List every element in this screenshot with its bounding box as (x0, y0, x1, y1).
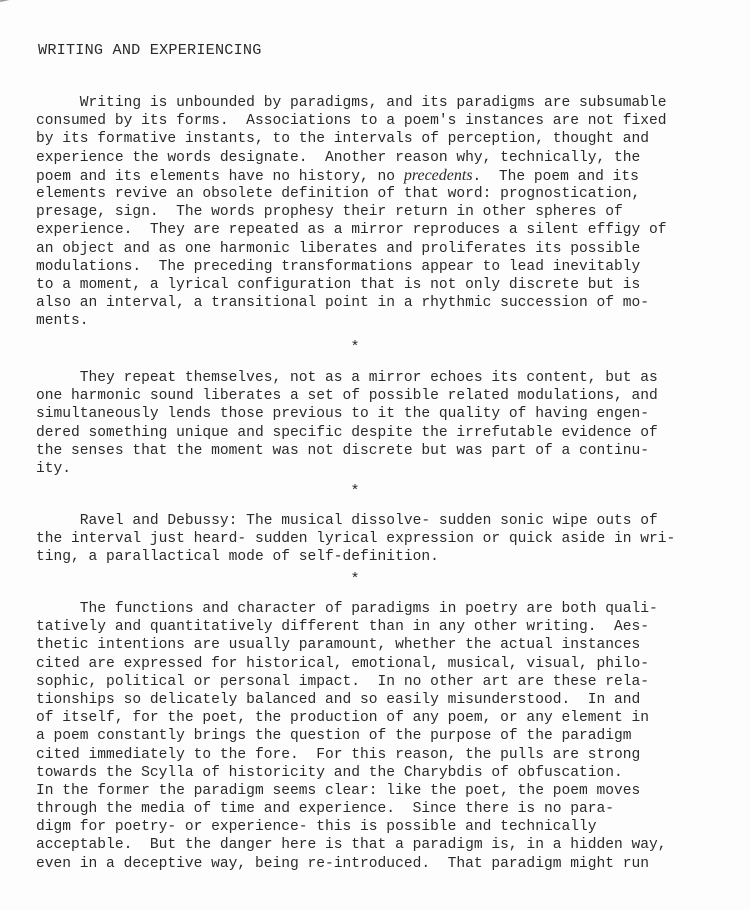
section-separator: * (350, 571, 360, 588)
text-line: a poem constantly brings the question of the purpose of the paradigm (36, 728, 632, 745)
text-line: towards the Scylla of historicity and the Charybdis of obfuscation. (36, 764, 623, 781)
text-line: experience. They are repeated as a mirror reproduces a silent effigy of (36, 222, 667, 239)
text-line: of itself, for the poet, the production of any poem, or any element in (36, 710, 650, 727)
text-line: ting, a parallactical mode of self-definition. (36, 549, 439, 566)
document-title: WRITING AND EXPERIENCING (38, 41, 262, 59)
text-line: cited are expressed for historical, emotional, musical, visual, philo- (36, 655, 650, 672)
text-line: experience the words designate. Another reason why, technically, the (36, 149, 641, 166)
paragraph-4 (36, 600, 696, 873)
text-line: also an interval, a transitional point in a rhythmic succession of mo- (36, 295, 650, 312)
text-segment: poem and its elements have no history, no (36, 168, 404, 185)
text-line: one harmonic sound liberates a set of possible related modulations, and (36, 388, 658, 405)
text-line: to a moment, a lyrical configuration that is not only discrete but is (36, 276, 641, 293)
text-line: through the media of time and experience. Since there is no para- (36, 801, 615, 818)
text-line: elements revive an obsolete definition of that word: prognostication, (36, 185, 641, 202)
text-line: Writing is unbounded by paradigms, and its paradigms are subsumable (36, 95, 667, 111)
text-line: the senses that the moment was not discrete but was part of a continu- (36, 442, 650, 459)
text-line: digm for poetry- or experience- this is possible and technically (36, 819, 597, 836)
text-line: by its formative instants, to the intervals of perception, thought and (36, 131, 650, 148)
page-corner-mark (0, 0, 28, 12)
text-line: an object and as one harmonic liberates and proliferates its possible (36, 240, 641, 257)
paragraph-1 (36, 94, 696, 330)
text-line: ments. (36, 313, 89, 330)
text-line: modulations. The preceding transformations appear to lead inevitably (36, 258, 641, 275)
italic-word: precedents (403, 166, 473, 184)
text-line: even in a deceptive way, being re-introduced. That paradigm might run (36, 855, 650, 872)
paragraph-3 (36, 512, 696, 567)
text-line: cited immediately to the fore. For this reason, the pulls are strong (36, 746, 641, 763)
text-line: They repeat themselves, not as a mirror echoes its content, but as (36, 370, 658, 386)
text-line: tionships so delicately balanced and so easily misunderstood. In and (36, 691, 641, 708)
paragraph-2 (36, 369, 696, 478)
text-segment: . The poem and its (472, 168, 639, 185)
text-line: thetic intentions are usually paramount, whether the actual instances (36, 637, 641, 654)
text-line: consumed by its forms. Associations to a poem's instances are not fixed (36, 113, 667, 130)
text-line: In the former the paradigm seems clear: like the poet, the poem moves (36, 782, 641, 799)
text-line-with-italic (36, 167, 696, 185)
text-line: tatively and quantitatively different than in any other writing. Aes- (36, 619, 650, 636)
text-line: ity. (36, 460, 72, 477)
text-line: presage, sign. The words prophesy their return in other spheres of (36, 204, 623, 221)
text-line: sophic, political or personal impact. In no other art are these rela- (36, 673, 650, 690)
text-line: The functions and character of paradigms in poetry are both quali- (36, 601, 658, 617)
text-line: simultaneously lends those previous to it the quality of having engen- (36, 406, 650, 423)
text-line: dered something unique and specific despite the irrefutable evidence of (36, 424, 658, 441)
text-line: the interval just heard- sudden lyrical expression or quick aside in wri- (36, 531, 676, 548)
text-line: Ravel and Debussy: The musical dissolve- sudden sonic wipe outs of (36, 513, 658, 529)
section-separator: * (350, 483, 360, 500)
text-line: acceptable. But the danger here is that a paradigm is, in a hidden way, (36, 837, 667, 854)
section-separator: * (350, 339, 360, 356)
